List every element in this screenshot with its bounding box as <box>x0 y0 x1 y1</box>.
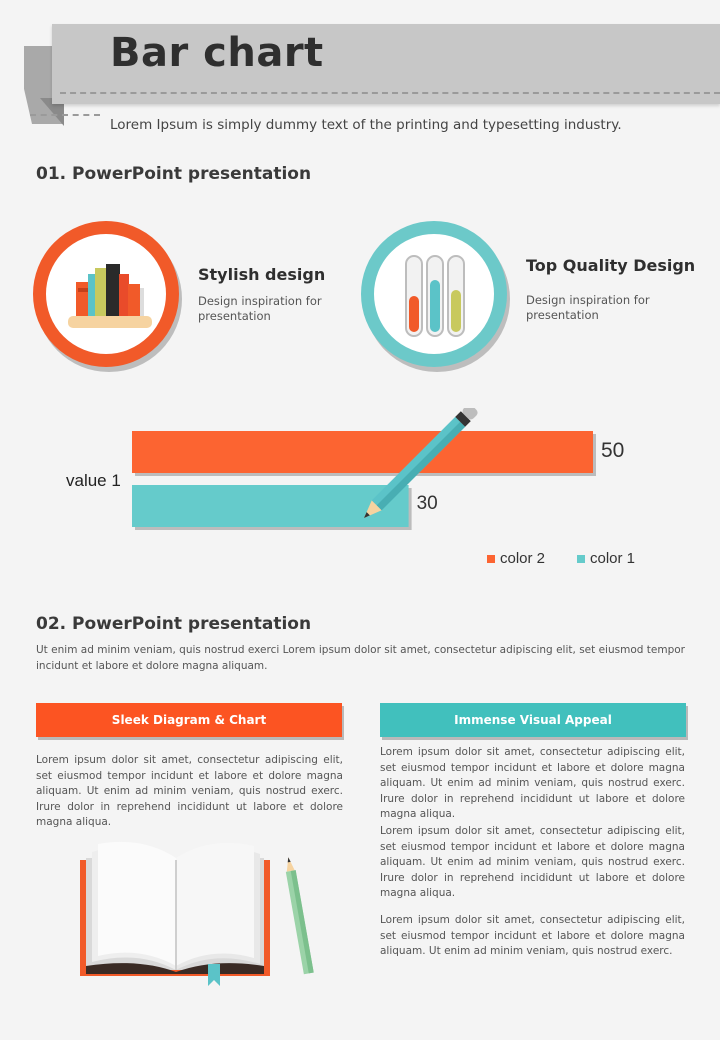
left-card-header: Sleek Diagram & Chart <box>36 703 342 737</box>
left-card-text: Lorem ipsum dolor sit amet, consectetur adipiscing elit, set eiusmod tempor incidunt et labore et dolore magna aliquam. Ut enim ad minim veniam, quis nostrud exerc. Irure dolor in reprehend incididunt ut labore et dolore magna aliqua. <box>36 754 343 828</box>
feature2-desc: Design inspiration for presentation <box>526 293 650 322</box>
books-icon <box>64 258 154 332</box>
bar-value-label-color2: 50 <box>601 439 625 462</box>
legend-item-color1 <box>577 550 635 567</box>
legend-item-color2 <box>487 550 545 567</box>
section1-heading: 01. PowerPoint presentation <box>36 164 312 184</box>
page-title: Bar chart <box>110 30 324 76</box>
feature1-desc: Design inspiration for presentation <box>198 294 322 323</box>
right-card-text-2: Lorem ipsum dolor sit amet, consectetur adipiscing elit, set eiusmod tempor incidunt et labore et dolore magna aliquam. Ut enim ad minim veniam, quis nostrud exerc. Irure dolor in reprehend incididunt ut labore et dolore magna aliqua. <box>380 825 685 899</box>
legend-label-color1: color 1 <box>590 550 636 567</box>
green-pencil-icon <box>280 852 320 978</box>
banner-dashed-line <box>60 92 720 94</box>
feature1-title: Stylish design <box>198 265 326 284</box>
right-card-text-3: Lorem ipsum dolor sit amet, consectetur adipiscing elit, set eiusmod tempor incidunt et labore et dolore magna aliquam. Ut enim ad minim veniam, quis nostrud exerc. <box>380 914 685 957</box>
category-label: value 1 <box>66 471 121 490</box>
right-card-header: Immense Visual Appeal <box>380 703 686 737</box>
open-book-icon <box>78 838 278 988</box>
legend-swatch-color2 <box>487 555 495 563</box>
right-card-text-1: Lorem ipsum dolor sit amet, consectetur adipiscing elit, set eiusmod tempor incidunt et labore et dolore magna aliquam. Ut enim ad minim veniam, quis nostrud exerc. Irure dolor in reprehend incididunt ut labore et dolore magna aliqua. <box>380 746 685 820</box>
legend-swatch-color1 <box>577 555 585 563</box>
page-subtitle: Lorem Ipsum is simply dummy text of the printing and typesetting industry. <box>110 117 622 133</box>
bar-value-label-color1: 30 <box>416 493 438 514</box>
banner-dashed-line-left <box>30 114 100 116</box>
feature2-title: Top Quality Design <box>526 256 696 275</box>
section2-heading: 02. PowerPoint presentation <box>36 614 312 634</box>
section2-intro: Ut enim ad minim veniam, quis nostrud exerci Lorem ipsum dolor sit amet, consectetur adipiscing elit, set eiusmod tempor incidunt et labore et dolore magna aliquam. <box>36 644 685 672</box>
legend-label-color2: color 2 <box>500 550 546 567</box>
test-tubes-icon <box>400 252 470 340</box>
